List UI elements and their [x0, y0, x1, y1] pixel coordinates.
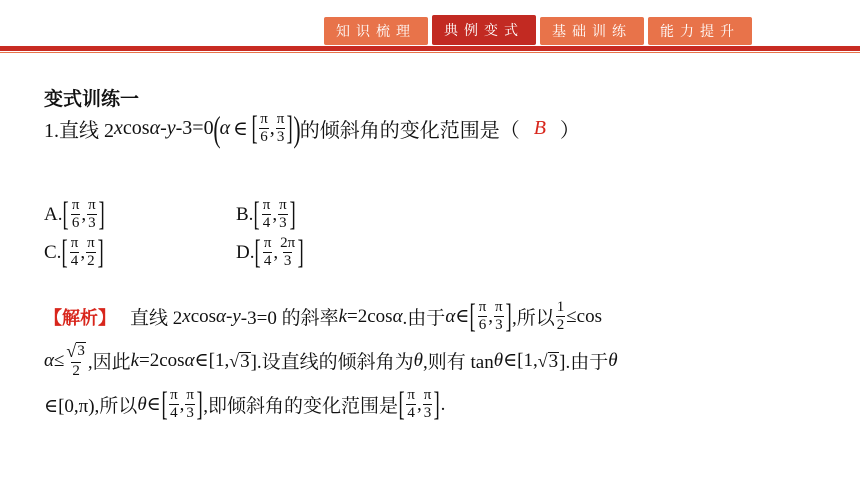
fraction — [278, 198, 288, 231]
tab-basic-training[interactable]: 基础训练 — [540, 17, 644, 45]
text: . — [440, 393, 446, 415]
text: ≤cos — [566, 305, 602, 327]
text: ∈ — [455, 306, 470, 327]
bracket-left: [ — [251, 109, 258, 147]
comma: , — [80, 241, 86, 263]
bracket-right: ] — [196, 385, 203, 423]
fraction — [263, 236, 273, 269]
header-rule — [0, 46, 860, 51]
sqrt-symbol: √ — [66, 341, 77, 361]
frac-num: π — [423, 387, 432, 403]
fraction — [87, 198, 97, 231]
comma: , — [416, 393, 422, 415]
frac-num: π — [87, 235, 95, 251]
frac-den: 6 — [478, 317, 487, 333]
sqrt — [229, 352, 250, 370]
bracket-left: [ — [61, 233, 69, 271]
fraction-half — [556, 300, 566, 333]
text: ,所以 — [511, 308, 555, 329]
text: ∈[0,π),所以 — [44, 396, 138, 417]
q-suffix: 的倾斜角的变化范围是（ — [299, 120, 520, 142]
bracket-right: ] — [289, 195, 296, 233]
fraction — [86, 236, 96, 269]
frac-den: 3 — [276, 129, 285, 145]
frac-num: π — [71, 197, 80, 213]
solution-heading: 【解析】 — [44, 307, 116, 329]
text: - — [226, 305, 233, 327]
q-tail: -3=0 — [175, 117, 214, 139]
sqrt — [538, 352, 559, 370]
frac-den: 6 — [260, 129, 268, 145]
var-theta: θ — [493, 349, 504, 371]
var-y: y — [232, 305, 241, 327]
fraction — [169, 388, 179, 421]
fraction — [262, 198, 272, 231]
q-comma: , — [269, 117, 275, 139]
comma: , — [179, 393, 185, 415]
bracket-right: ] — [286, 109, 294, 147]
fraction — [478, 300, 488, 333]
fraction — [494, 300, 504, 333]
text: ,即倾斜角的变化范围是 — [203, 396, 399, 417]
fraction — [185, 388, 195, 421]
text: =2cos — [347, 305, 393, 327]
option-d[interactable] — [236, 233, 305, 271]
frac-num: π — [279, 197, 287, 213]
comma: , — [273, 241, 279, 263]
bracket-left: [ — [161, 385, 168, 423]
frac-num: π — [260, 111, 268, 127]
q-y: y — [166, 117, 176, 139]
bracket-left: [ — [255, 233, 262, 271]
frac-num: π — [263, 235, 272, 251]
frac-num: π — [495, 299, 503, 315]
text: ,则有 tan — [423, 352, 494, 373]
frac-den: 4 — [70, 253, 79, 269]
header-rule-thin — [0, 52, 860, 53]
var-x: x — [182, 305, 191, 327]
frac-den: 2 — [87, 253, 95, 269]
frac-den: 3 — [88, 215, 96, 231]
frac-num: π — [407, 387, 415, 403]
frac-den: 2 — [72, 363, 80, 379]
solution-line-1 — [44, 297, 602, 335]
frac-den: 3 — [423, 405, 432, 421]
q-minus: - — [160, 117, 167, 139]
q-x: x — [114, 117, 123, 139]
fraction-sqrt3-2 — [65, 342, 86, 379]
text: -3=0 的斜率 — [240, 308, 339, 329]
bracket-right: ] — [433, 385, 441, 423]
fraction — [70, 236, 80, 269]
var-theta: θ — [137, 393, 147, 415]
answer-mark: B — [533, 117, 546, 139]
frac-num: π — [262, 197, 271, 213]
bracket-right: ] — [98, 195, 105, 233]
solution-line-2 — [44, 342, 618, 379]
bracket-left: [ — [398, 385, 405, 423]
frac-num: π — [88, 197, 96, 213]
frac-num: π — [70, 235, 79, 251]
fraction — [71, 198, 81, 231]
fraction-pi-3 — [276, 112, 286, 145]
frac-den: 3 — [279, 215, 287, 231]
bracket-right: ] — [97, 233, 104, 271]
bracket-right: ] — [297, 233, 304, 271]
frac-den: 4 — [262, 215, 271, 231]
q-cos: cos — [122, 117, 150, 139]
fraction-pi-6 — [259, 112, 269, 145]
nav-tabs — [324, 17, 752, 45]
comma: , — [488, 305, 494, 327]
frac-den: 3 — [186, 405, 194, 421]
frac-den: 3 — [495, 317, 503, 333]
text: ≤ — [53, 349, 65, 371]
text: 直线 2 — [130, 308, 183, 329]
sqrt — [66, 342, 85, 360]
frac-den: 4 — [170, 405, 178, 421]
q-alpha-2: α — [219, 117, 231, 139]
question-text — [44, 108, 580, 149]
frac-num: 1 — [556, 299, 565, 315]
q-prefix: 1.直线 2 — [44, 120, 114, 142]
text: ∈[1, — [503, 350, 538, 371]
section-title: 变式训练一 — [44, 88, 140, 110]
comma: , — [272, 203, 278, 225]
frac-num: π — [170, 387, 178, 403]
sqrt-symbol: √ — [229, 350, 240, 371]
q-alpha: α — [149, 117, 161, 139]
close-paren: ) — [293, 108, 301, 149]
radicand: 3 — [548, 350, 559, 372]
tab-knowledge-review[interactable]: 知识梳理 — [324, 17, 428, 45]
frac-den: 2 — [556, 317, 565, 333]
text: ∈[1, — [194, 350, 230, 371]
fraction — [406, 388, 416, 421]
var-theta: θ — [413, 349, 424, 371]
text: .由于 — [402, 308, 446, 329]
text: ].由于 — [559, 352, 609, 373]
open-paren: ( — [212, 108, 221, 149]
comma: , — [81, 203, 87, 225]
option-label: B. — [236, 203, 254, 225]
bracket-left: [ — [469, 297, 477, 335]
option-label: C. — [44, 241, 62, 263]
option-b[interactable] — [236, 195, 296, 233]
bracket-left: [ — [253, 195, 261, 233]
frac-num: π — [276, 111, 285, 127]
radicand: 3 — [77, 343, 85, 359]
frac-num — [65, 342, 86, 362]
q-in: ∈ — [233, 118, 248, 140]
fraction — [423, 388, 433, 421]
solution-line-3 — [44, 385, 446, 423]
frac-den: 4 — [407, 405, 415, 421]
fraction — [279, 236, 296, 269]
option-label: A. — [44, 203, 63, 225]
var-alpha: α — [392, 305, 403, 327]
option-a[interactable] — [44, 195, 105, 233]
bracket-right: ] — [505, 297, 512, 335]
text: ].设直线的倾斜角为 — [250, 352, 414, 373]
q-close: ） — [559, 120, 580, 142]
var-alpha: α — [44, 349, 54, 371]
var-alpha: α — [184, 349, 195, 371]
text: ∈ — [146, 394, 161, 415]
option-c[interactable] — [44, 233, 104, 271]
frac-num: π — [186, 387, 194, 403]
var-alpha: α — [445, 305, 456, 327]
text: cos — [190, 305, 217, 327]
frac-num: 2π — [280, 235, 296, 251]
var-theta: θ — [608, 349, 618, 371]
frac-den: 3 — [283, 253, 292, 269]
radicand: 3 — [240, 350, 250, 372]
text: ,因此 — [87, 352, 131, 373]
var-alpha: α — [216, 305, 227, 327]
text: =2cos — [139, 349, 185, 371]
sqrt-symbol: √ — [537, 350, 548, 371]
option-label: D. — [236, 241, 255, 263]
frac-num: π — [478, 299, 487, 315]
bracket-left: [ — [63, 195, 70, 233]
var-k: k — [130, 349, 140, 371]
frac-den: 4 — [263, 253, 272, 269]
tab-ability-improvement[interactable]: 能力提升 — [648, 17, 752, 45]
var-k: k — [338, 305, 348, 327]
frac-den: 6 — [71, 215, 80, 231]
tab-typical-examples[interactable]: 典例变式 — [432, 15, 536, 45]
